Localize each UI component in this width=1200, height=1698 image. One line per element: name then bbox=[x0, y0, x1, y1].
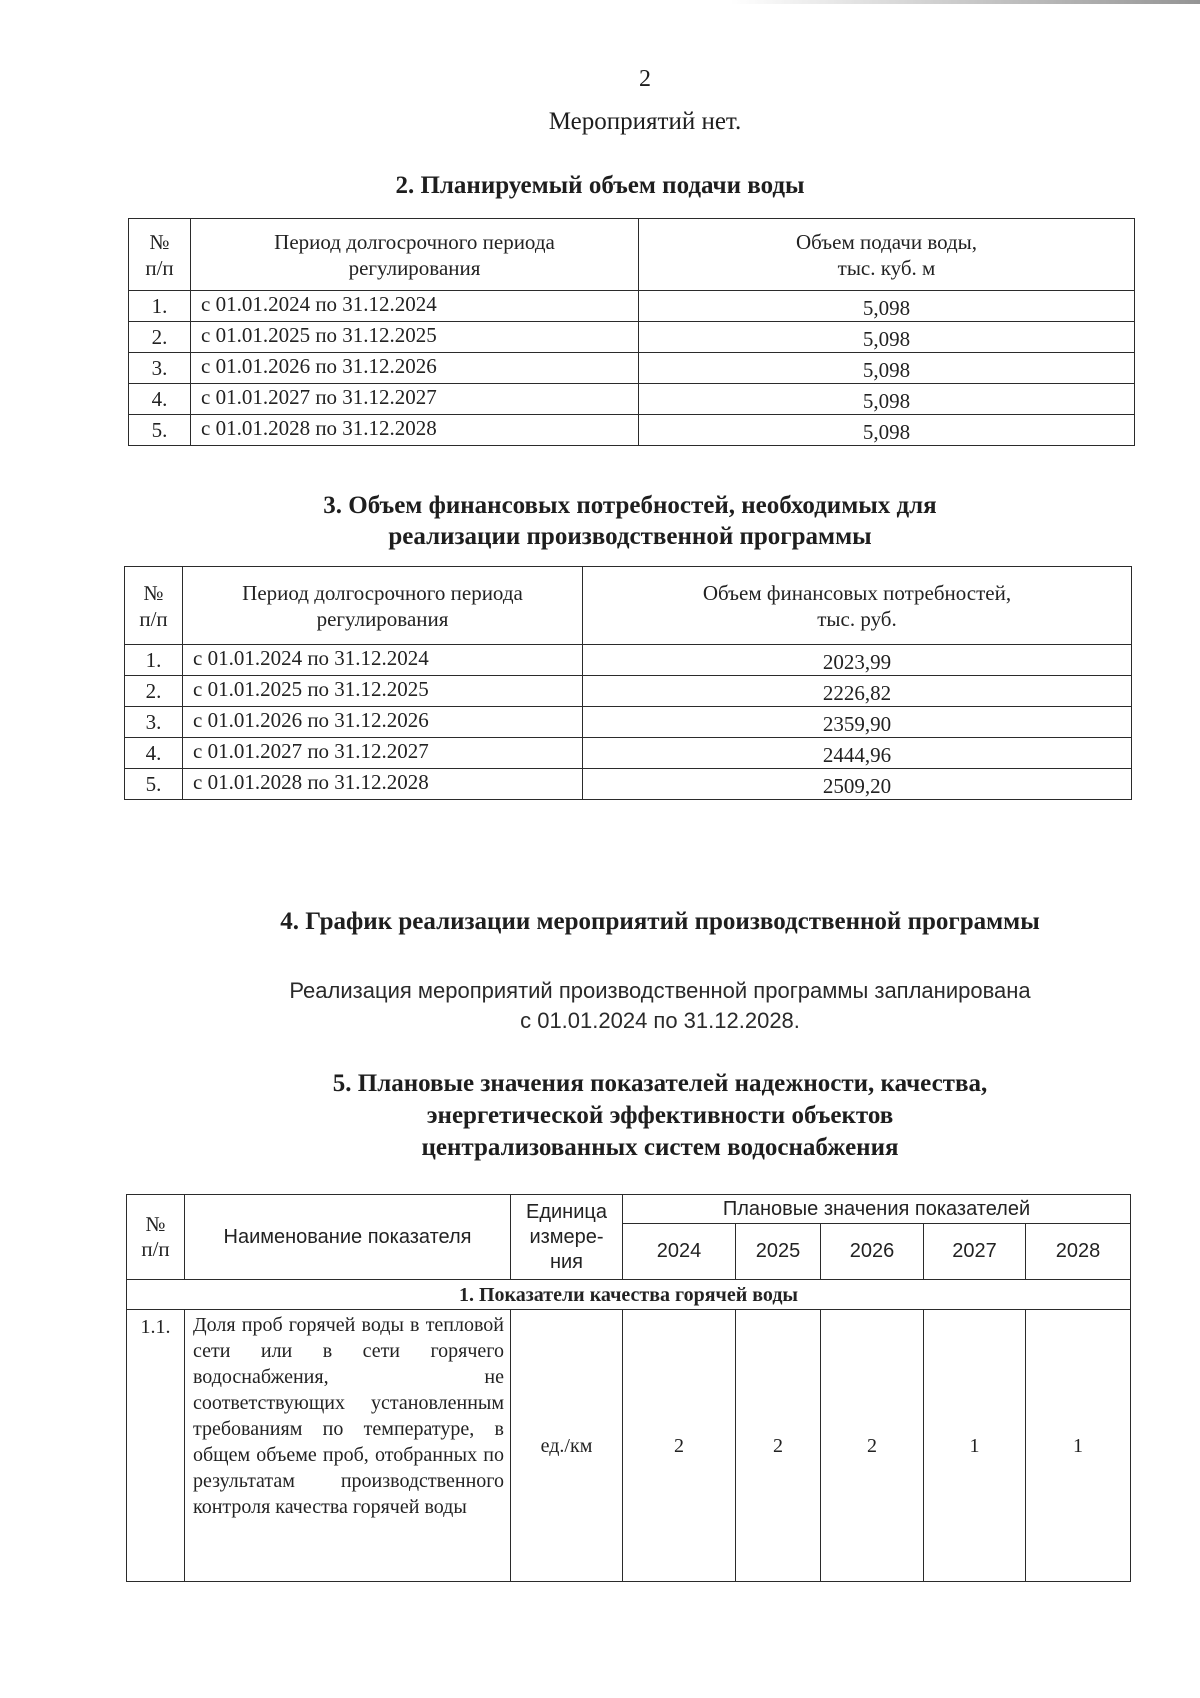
row-unit: ед./км bbox=[511, 1310, 623, 1582]
financial-needs-table bbox=[124, 566, 1132, 800]
row-num: 3. bbox=[125, 707, 183, 738]
table-row bbox=[129, 415, 1135, 446]
row-period: с 01.01.2025 по 31.12.2025 bbox=[191, 322, 639, 353]
row-num: 1. bbox=[129, 291, 191, 322]
table-row bbox=[127, 1310, 1131, 1582]
header-num: № п/п bbox=[127, 1195, 185, 1280]
header-unit: Единица измере- ния bbox=[511, 1195, 623, 1280]
row-value: 2226,82 bbox=[583, 676, 1132, 707]
intro-text: Мероприятий нет. bbox=[548, 108, 742, 135]
group-title: 1. Показатели качества горячей воды bbox=[127, 1280, 1131, 1310]
header-year: 2028 bbox=[1026, 1224, 1131, 1280]
header-year: 2024 bbox=[623, 1224, 736, 1280]
row-period: с 01.01.2025 по 31.12.2025 bbox=[183, 676, 583, 707]
row-period: с 01.01.2028 по 31.12.2028 bbox=[191, 415, 639, 446]
row-value: 2359,90 bbox=[583, 707, 1132, 738]
header-year: 2025 bbox=[736, 1224, 821, 1280]
row-num: 4. bbox=[129, 384, 191, 415]
row-value: 5,098 bbox=[639, 353, 1135, 384]
row-num: 2. bbox=[125, 676, 183, 707]
header-period: Период долгосрочного периода регулирования bbox=[183, 567, 583, 645]
table-row bbox=[129, 353, 1135, 384]
row-value: 2444,96 bbox=[583, 738, 1132, 769]
row-num: 1.1. bbox=[127, 1310, 185, 1582]
table-row bbox=[125, 645, 1132, 676]
table-row bbox=[125, 676, 1132, 707]
table-header-row bbox=[125, 567, 1132, 645]
row-value: 5,098 bbox=[639, 291, 1135, 322]
section-4-title: 4. График реализации мероприятий производственной программы bbox=[280, 908, 1040, 935]
table-row bbox=[125, 769, 1132, 800]
row-value-2027: 1 bbox=[924, 1310, 1026, 1582]
row-value-2028: 1 bbox=[1026, 1310, 1131, 1582]
row-value-2025: 2 bbox=[736, 1310, 821, 1582]
table-row bbox=[129, 291, 1135, 322]
header-financial-needs: Объем финансовых потребностей, тыс. руб. bbox=[583, 567, 1132, 645]
row-value: 2023,99 bbox=[583, 645, 1132, 676]
indicators-table bbox=[126, 1194, 1131, 1582]
table-row bbox=[129, 384, 1135, 415]
row-period: с 01.01.2027 по 31.12.2027 bbox=[183, 738, 583, 769]
row-indicator-name: Доля проб горячей воды в тепловой сети или в сети горячего водоснабжения, не соответствующих установленным требованиям по температуре, в общем объеме проб, отобранных по результатам производственного контроля качества горячей воды bbox=[185, 1310, 511, 1582]
table-header-row bbox=[129, 219, 1135, 291]
row-period: с 01.01.2024 по 31.12.2024 bbox=[183, 645, 583, 676]
table-group-row bbox=[127, 1280, 1131, 1310]
header-planned-values: Плановые значения показателей bbox=[623, 1195, 1131, 1224]
header-year: 2026 bbox=[821, 1224, 924, 1280]
table-row bbox=[129, 322, 1135, 353]
scan-edge-artifact bbox=[730, 0, 1200, 4]
row-period: с 01.01.2027 по 31.12.2027 bbox=[191, 384, 639, 415]
header-indicator-name: Наименование показателя bbox=[185, 1195, 511, 1280]
row-num: 4. bbox=[125, 738, 183, 769]
page-number: 2 bbox=[639, 66, 651, 92]
header-num: № п/п bbox=[125, 567, 183, 645]
row-period: с 01.01.2024 по 31.12.2024 bbox=[191, 291, 639, 322]
section-3-title: 3. Объем финансовых потребностей, необходимых для реализации производственной программы bbox=[323, 492, 937, 550]
row-value: 5,098 bbox=[639, 415, 1135, 446]
row-value: 2509,20 bbox=[583, 769, 1132, 800]
row-num: 3. bbox=[129, 353, 191, 384]
section-4-text: Реализация мероприятий производственной программы запланирована с 01.01.2024 по 31.12.2028. bbox=[289, 978, 1031, 1033]
row-value-2024: 2 bbox=[623, 1310, 736, 1582]
row-value: 5,098 bbox=[639, 384, 1135, 415]
header-num: № п/п bbox=[129, 219, 191, 291]
header-volume: Объем подачи воды, тыс. куб. м bbox=[639, 219, 1135, 291]
water-supply-table bbox=[128, 218, 1135, 446]
header-period: Период долгосрочного периода регулирования bbox=[191, 219, 639, 291]
row-num: 5. bbox=[125, 769, 183, 800]
row-value-2026: 2 bbox=[821, 1310, 924, 1582]
header-year: 2027 bbox=[924, 1224, 1026, 1280]
table-row bbox=[125, 707, 1132, 738]
table-header-row bbox=[127, 1195, 1131, 1224]
row-period: с 01.01.2026 по 31.12.2026 bbox=[183, 707, 583, 738]
row-period: с 01.01.2026 по 31.12.2026 bbox=[191, 353, 639, 384]
row-num: 5. bbox=[129, 415, 191, 446]
row-value: 5,098 bbox=[639, 322, 1135, 353]
row-num: 2. bbox=[129, 322, 191, 353]
table-row bbox=[125, 738, 1132, 769]
row-period: с 01.01.2028 по 31.12.2028 bbox=[183, 769, 583, 800]
section-5-title: 5. Плановые значения показателей надежности, качества, энергетической эффективности объектов централизованных систем водоснабжения bbox=[332, 1070, 988, 1161]
row-num: 1. bbox=[125, 645, 183, 676]
section-2-title: 2. Планируемый объем подачи воды bbox=[395, 172, 805, 199]
